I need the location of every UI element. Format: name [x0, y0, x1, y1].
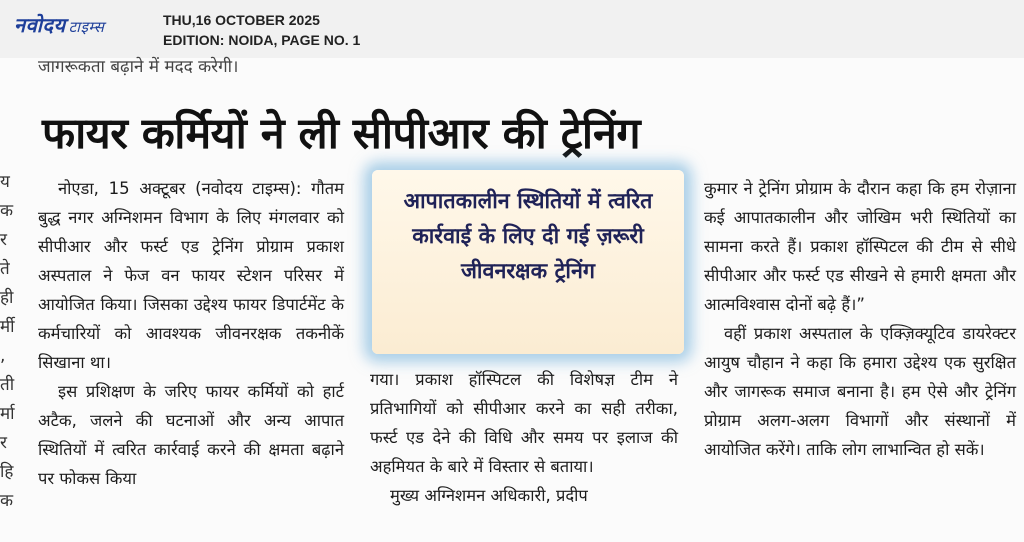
- article-paragraph: नोएडा, 15 अक्टूबर (नवोदय टाइम्स): गौतम बुद्ध नगर अग्निशमन विभाग के लिए मंगलवार को सीपीआर और फर्स्ट एड ट्रेनिंग प्रोग्राम प्रकाश अस्पताल ने फेज वन फायर स्टेशन परिसर में आयोजित किया। जिसका उद्देश्य फायर डिपार्टमेंट के कर्मचारियों को आवश्यक जीवनरक्षक तकनीकें सिखाना था।: [38, 179, 344, 372]
- article-column-1: [38, 174, 344, 493]
- brand-sub: टाइम्स: [68, 18, 105, 36]
- brand-name: नवोदय: [14, 13, 66, 37]
- edition-info: [163, 10, 360, 50]
- edge-fragment: क: [0, 201, 14, 221]
- article-paragraph: गया। प्रकाश हॉस्पिटल की विशेषज्ञ टीम ने प्रतिभागियों को सीपीआर करने का सही तरीका, फर्स्ट एड देने की विधि और समय पर इलाज की अहमियत के बारे में विस्तार से बताया।: [370, 370, 678, 476]
- edition-page: EDITION: NOIDA, PAGE NO. 1: [163, 32, 361, 48]
- edge-fragment: ते: [0, 259, 10, 279]
- article-column-3: [704, 174, 1016, 464]
- article-column-2: [370, 365, 678, 510]
- edge-fragment: क: [0, 491, 14, 511]
- article-headline: फायर कर्मियों ने ली सीपीआर की ट्रेनिंग: [42, 109, 641, 159]
- edge-fragment: र: [0, 230, 7, 250]
- edge-fragment: ,: [0, 346, 6, 366]
- edge-fragment: ही: [0, 288, 14, 308]
- article-paragraph: इस प्रशिक्षण के जरिए फायर कर्मियों को हार्ट अटैक, जलने की घटनाओं और अन्य आपात स्थितियों में त्वरित कार्रवाई करने की क्षमता बढ़ाने पर फोकस किया: [38, 382, 344, 488]
- article-paragraph: मुख्य अग्निशमन अधिकारी, प्रदीप: [390, 486, 588, 505]
- previous-article-snippet: जागरूकता बढ़ाने में मदद करेगी।: [38, 57, 239, 77]
- edge-fragment: हि: [0, 462, 14, 482]
- pull-quote-box: [372, 170, 684, 354]
- article-paragraph: कुमार ने ट्रेनिंग प्रोग्राम के दौरान कहा कि हम रोज़ाना कई आपातकालीन और जोखिम भरी स्थितियों का सामना करते हैं। प्रकाश हॉस्पिटल की टीम से सीधे सीपीआर और फर्स्ट एड सीखने से हमारी क्षमता और आत्मविश्वास दोनों बढ़े हैं।”: [704, 179, 1016, 314]
- edge-fragment: य: [0, 172, 10, 192]
- edition-date: THU,16 OCTOBER 2025: [163, 12, 320, 28]
- newspaper-logo: [14, 11, 104, 38]
- cropped-left-column: [0, 168, 15, 516]
- article-paragraph: वहीं प्रकाश अस्पताल के एक्ज़िक्यूटिव डायरेक्टर आयुष चौहान ने कहा कि हमारा उद्देश्य एक सुरक्षित और जागरूक समाज बनाना है। हम ऐसे और ट्रेनिंग प्रोग्राम अलग-अलग विभागों और संस्थानों में आयोजित करेंगे। ताकि लोग लाभान्वित हो सकें।: [704, 324, 1016, 459]
- edition-header: [0, 0, 1024, 58]
- edge-fragment: ती: [0, 375, 15, 395]
- newspaper-clipping: [0, 58, 1024, 542]
- edge-fragment: र्मी: [0, 317, 15, 337]
- pull-quote-text: आपातकालीन स्थितियों में त्वरित कार्रवाई के लिए दी गई ज़रूरी जीवनरक्षक ट्रेनिंग: [403, 189, 653, 284]
- edge-fragment: र्मा: [0, 404, 15, 424]
- edge-fragment: र: [0, 433, 7, 453]
